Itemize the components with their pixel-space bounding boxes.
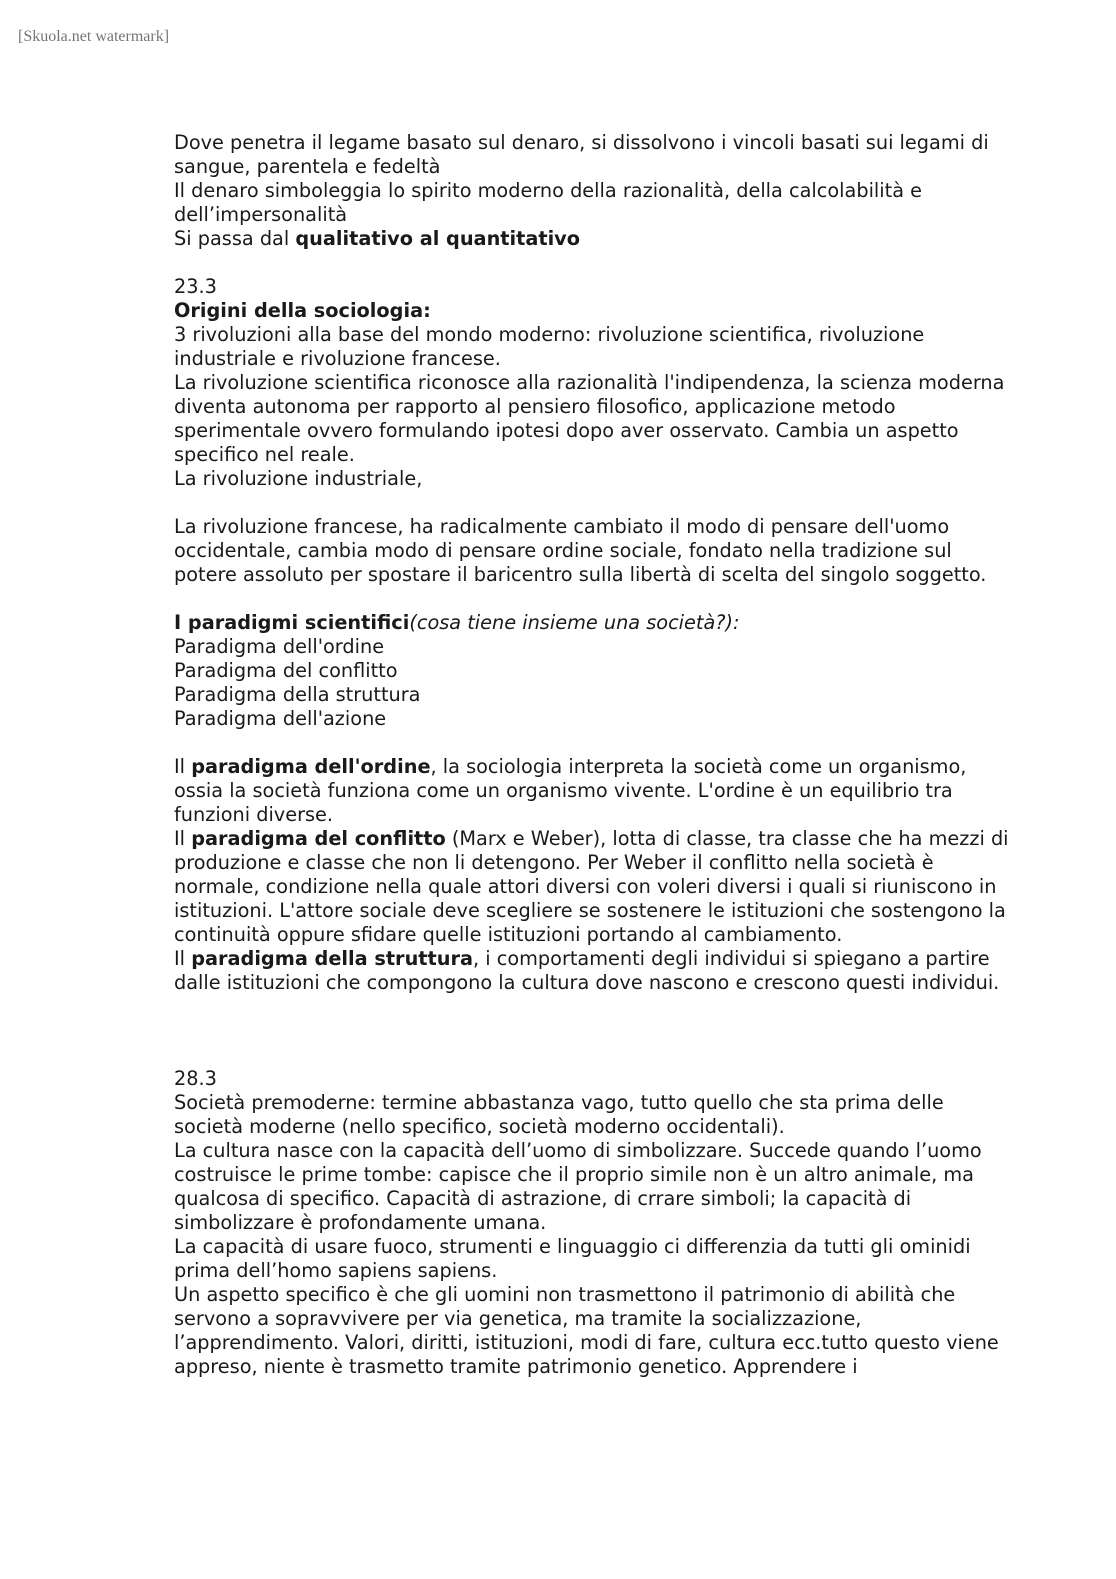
list-item: Paradigma dell'azione [174,707,387,730]
skuola-watermark: [Skuola.net watermark] [18,28,170,45]
paragraph: Società premoderne: termine abbastanza vago, tutto quello che sta prima delle società moderne (nello specifico, società moderno occidentali). [174,1091,944,1138]
bold-text: paradigma del conflitto [191,827,446,850]
document-body [174,131,1014,1379]
text-run: Si passa dal [174,227,296,250]
bold-text: Origini della sociologia: [174,299,431,322]
paragraph: 3 rivoluzioni alla base del mondo moderno: rivoluzione scientifica, rivoluzione industriale e rivoluzione francese. [174,323,925,370]
italic-text: (cosa tiene insieme una società?): [409,611,740,634]
bold-text: qualitativo al quantitativo [295,227,580,250]
paragraph [174,947,1014,995]
section-heading [174,611,1014,635]
paragraph: La rivoluzione scientifica riconosce alla razionalità l'indipendenza, la scienza moderna diventa autonoma per rapporto al pensiero filosofico, applicazione metodo sperimentale ovvero formulando ipotesi dopo aver osservato. Cambia un aspetto specifico nel reale. [174,371,1005,466]
text-run: Il [174,947,192,970]
paragraph [174,755,1014,827]
section-heading [174,299,1014,323]
paragraph [174,227,1014,251]
paragraph: La rivoluzione francese, ha radicalmente cambiato il modo di pensare dell'uomo occidentale, cambia modo di pensare ordine sociale, fondato nella tradizione sul potere assoluto per spostare il baricentro sulla libertà di scelta del singolo soggetto. [174,515,987,586]
list-item: Paradigma del conflitto [174,659,398,682]
text-run: , i comportamenti degli individui si spiegano a partire dalle istituzioni che compongono la cultura dove nascono e crescono questi individui. [174,947,1000,994]
text-run: , la sociologia interpreta la società come un organismo, ossia la società funziona come un organismo vivente. L'ordine è un equilibrio tra funzioni diverse. [174,755,967,826]
paragraph: Il denaro simboleggia lo spirito moderno della razionalità, della calcolabilità e dell’impersonalità [174,179,923,226]
bold-text: I paradigmi scientifici [174,611,410,634]
bold-text: paradigma della struttura [191,947,473,970]
text-run: Il [174,755,192,778]
paragraph: La rivoluzione industriale, [174,467,423,490]
bold-text: paradigma dell'ordine [191,755,431,778]
section-date: 28.3 [174,1067,217,1090]
list-item: Paradigma della struttura [174,683,421,706]
paragraph: La cultura nasce con la capacità dell’uomo di simbolizzare. Succede quando l’uomo costruisce le prime tombe: capisce che il proprio simile non è un altro animale, ma qualcosa di specifico. Capacità di astrazione, di crrare simboli; la capacità di simbolizzare è profondamente umana. [174,1139,982,1234]
paragraph [174,827,1014,947]
list-item: Paradigma dell'ordine [174,635,385,658]
paragraph: Un aspetto specifico è che gli uomini non trasmettono il patrimonio di abilità che servono a sopravvivere per via genetica, ma tramite la socializzazione, l’apprendimento. Valori, diritti, istituzioni, modi di fare, cultura ecc.tutto questo viene appreso, niente è trasmetto tramite patrimonio genetico. Apprendere i [174,1283,999,1378]
paragraph: La capacità di usare fuoco, strumenti e linguaggio ci differenzia da tutti gli ominidi prima dell’homo sapiens sapiens. [174,1235,971,1282]
text-run: Il [174,827,192,850]
paragraph: Dove penetra il legame basato sul denaro, si dissolvono i vincoli basati sui legami di sangue, parentela e fedeltà [174,131,989,178]
text-run: (Marx e Weber), lotta di classe, tra classe che ha mezzi di produzione e classe che non li detengono. Per Weber il conflitto nella società è normale, condizione nella quale attori diversi con voleri diversi i quali si riuniscono in istituzioni. L'attore sociale deve scegliere se sostenere le istituzioni che sostengono la continuità oppure sfidare quelle istituzioni portando al cambiamento. [174,827,1009,946]
section-date: 23.3 [174,275,217,298]
